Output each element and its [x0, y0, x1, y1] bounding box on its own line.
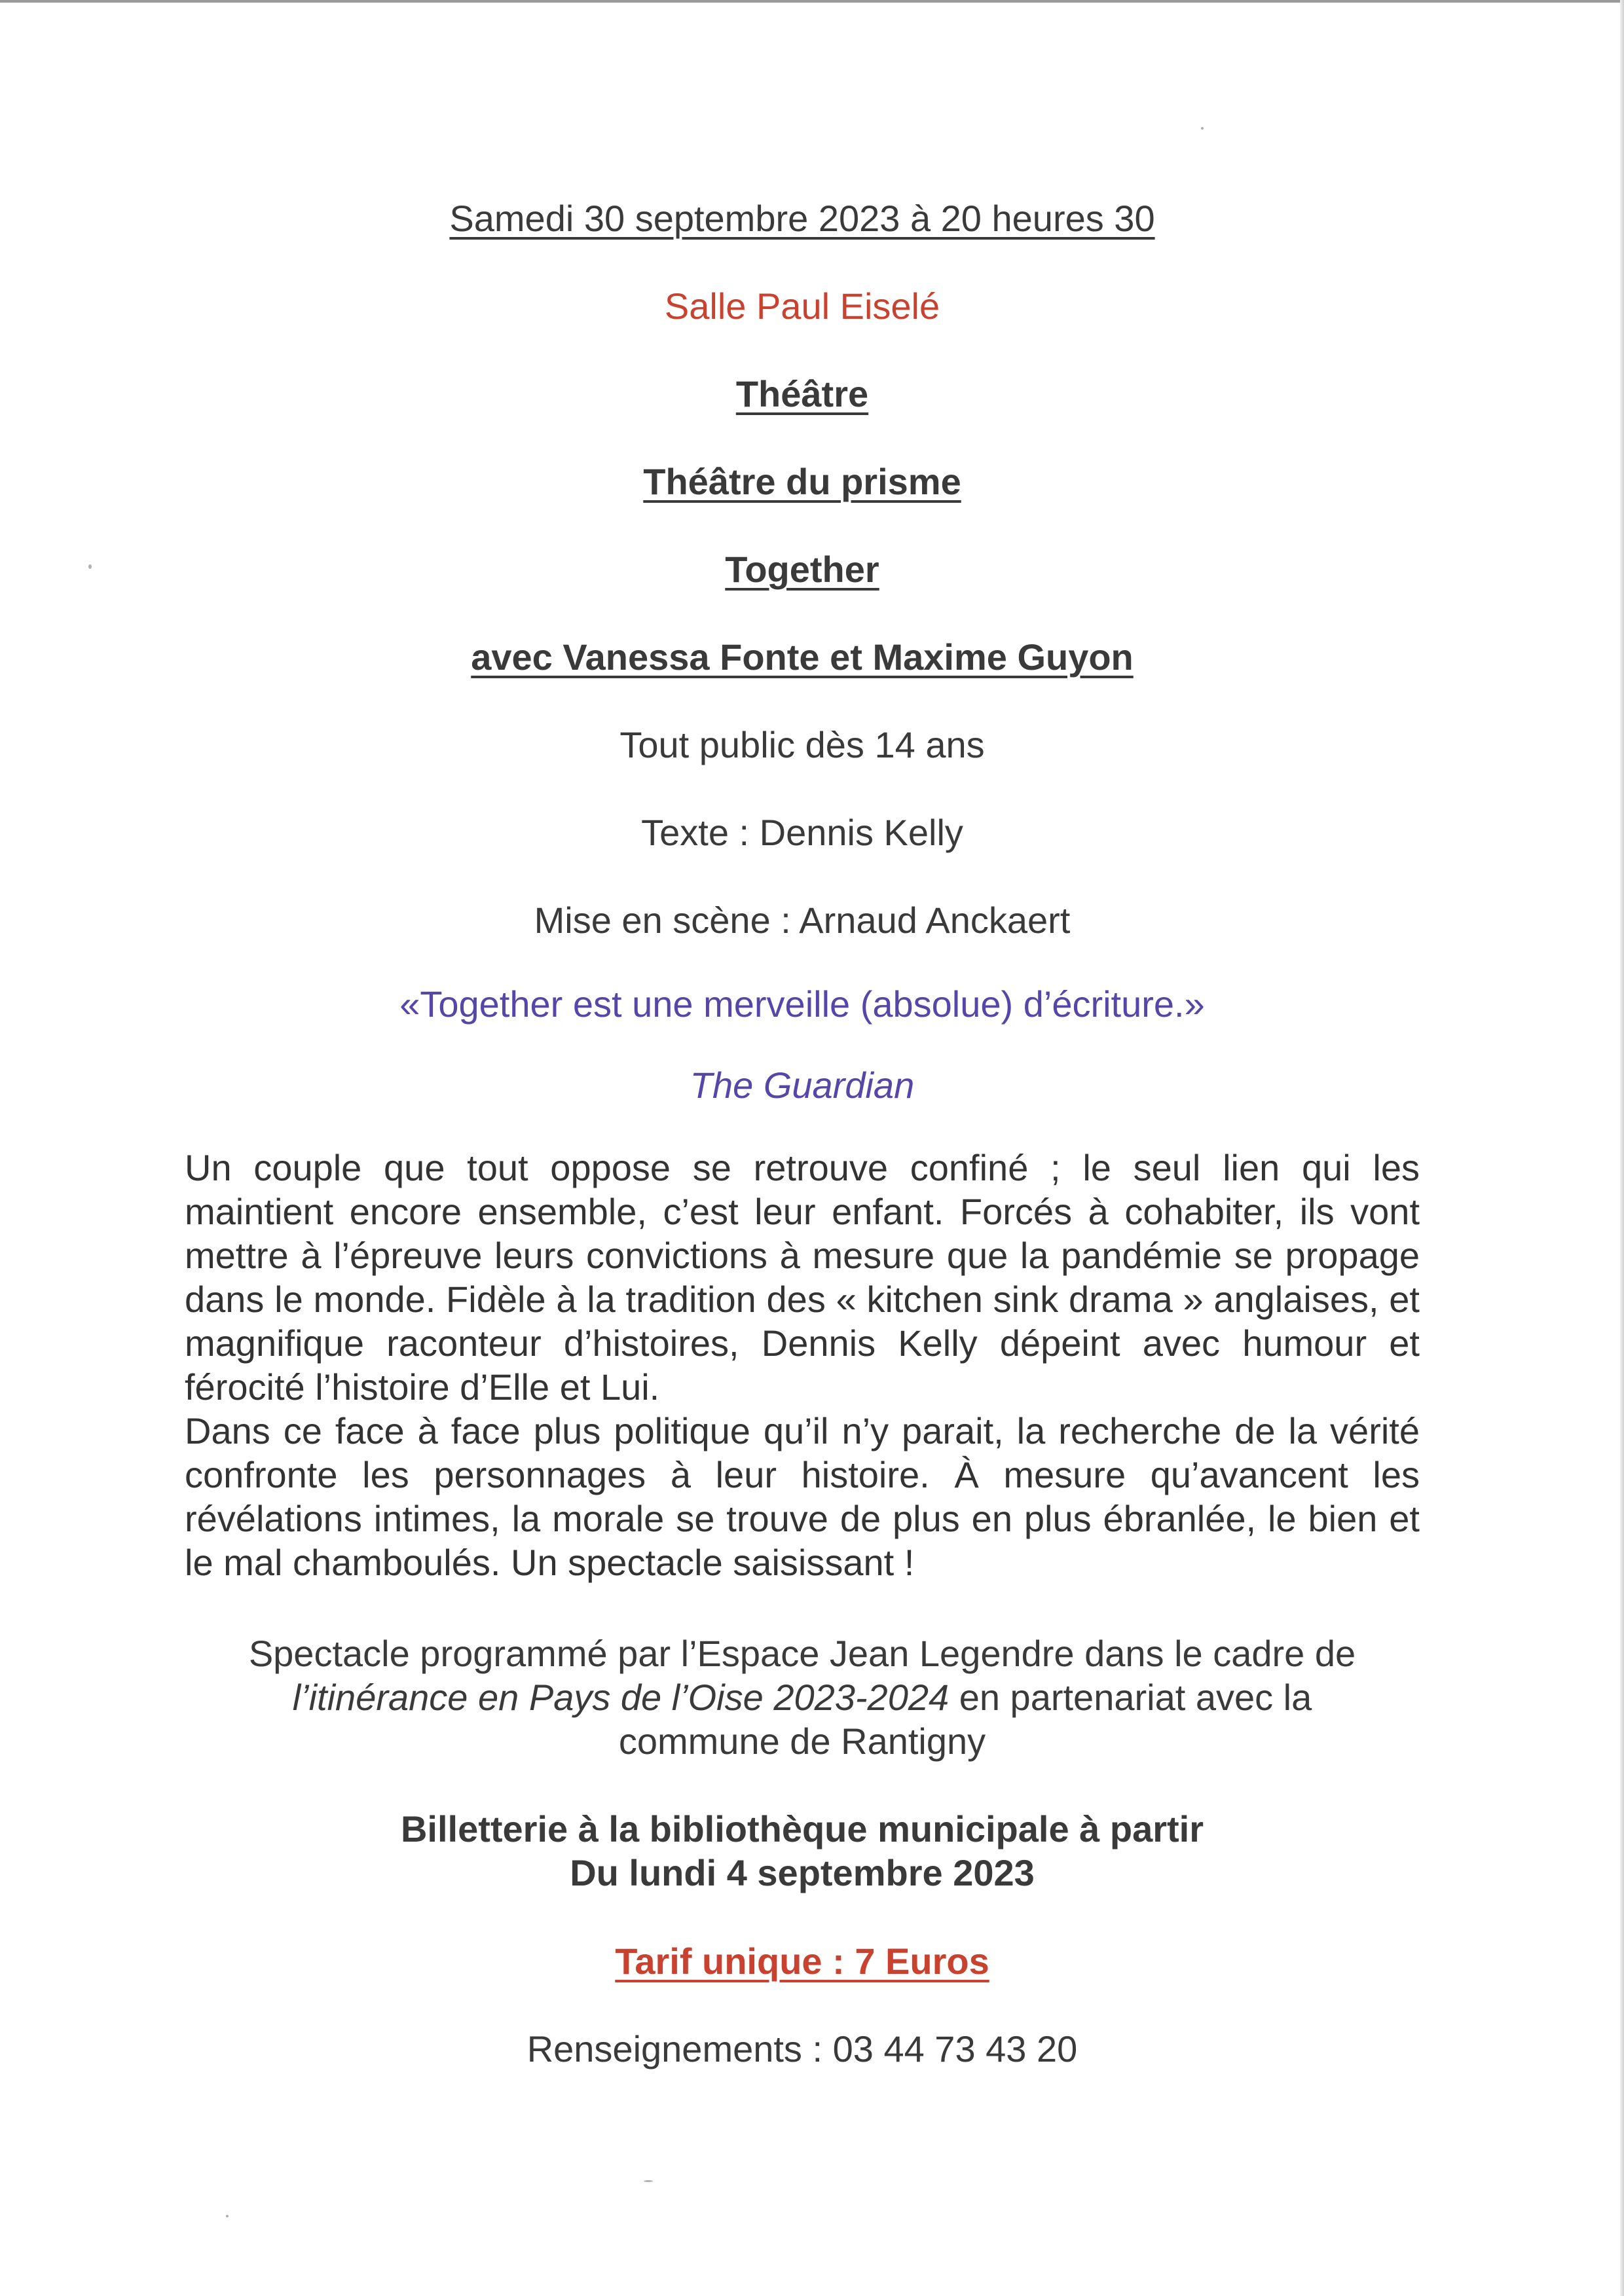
- press-quote-source: The Guardian: [690, 1065, 915, 1106]
- play-title: Together: [725, 549, 879, 590]
- programme-line-3: commune de Rantigny: [618, 1721, 986, 1762]
- scan-top-edge: [0, 0, 1624, 3]
- venue-name: Salle Paul Eiselé: [664, 285, 940, 327]
- ticketing-line-1: Billetterie à la bibliothèque municipale à partir: [400, 1808, 1204, 1850]
- company-name: Théâtre du prisme: [643, 461, 961, 502]
- scan-speck: [644, 2180, 653, 2182]
- synopsis: [185, 1146, 1420, 1584]
- scan-speck: [226, 2215, 229, 2217]
- programme-line-2-rest: en partenariat avec la: [949, 1677, 1312, 1718]
- programme-line-2: [0, 1675, 1604, 1719]
- ticketing-note: [0, 1807, 1604, 1895]
- programme-line-2-italic: l’itinérance en Pays de l’Oise 2023-2024: [292, 1677, 950, 1718]
- synopsis-paragraph-1: Un couple que tout oppose se retrouve confiné ; le seul lien qui les maintient encore ensemble, c’est leur enfant. Forcés à cohabiter, ils vont mettre à l’épreuve leurs convictions à mesure que la pandémie se propage dans le monde. Fidèle à la tradition des « kitchen sink drama » anglaises, et magnifique raconteur d’histoires, Dennis Kelly dépeint avec humour et férocité l’histoire d’Elle et Lui.: [185, 1147, 1420, 1408]
- scan-right-edge: [1620, 0, 1624, 2296]
- event-date: Samedi 30 septembre 2023 à 20 heures 30: [449, 198, 1155, 239]
- programme-note: [0, 1631, 1604, 1763]
- author-credit: Texte : Dennis Kelly: [641, 812, 963, 853]
- scan-speck: [1201, 127, 1204, 130]
- cast-line: avec Vanessa Fonte et Maxime Guyon: [471, 636, 1134, 678]
- audience-line: Tout public dès 14 ans: [619, 724, 985, 765]
- genre-heading: Théâtre: [735, 373, 869, 414]
- press-quote: «Together est une merveille (absolue) d’écriture.»: [399, 983, 1205, 1025]
- director-credit: Mise en scène : Arnaud Anckaert: [534, 900, 1071, 941]
- ticket-price: Tarif unique : 7 Euros: [615, 1941, 989, 1982]
- ticketing-line-2: Du lundi 4 septembre 2023: [570, 1852, 1035, 1893]
- programme-line-1: Spectacle programmé par l’Espace Jean Legendre dans le cadre de: [248, 1633, 1356, 1674]
- synopsis-paragraph-2: Dans ce face à face plus politique qu’il n’y parait, la recherche de la vérité confronte les personnages à leur histoire. À mesure qu’avancent les révélations intimes, la morale se trouve de plus en plus ébranlée, le bien et le mal chamboulés. Un spectacle saisissant !: [185, 1410, 1420, 1583]
- contact-info: Renseignements : 03 44 73 43 20: [526, 2028, 1078, 2069]
